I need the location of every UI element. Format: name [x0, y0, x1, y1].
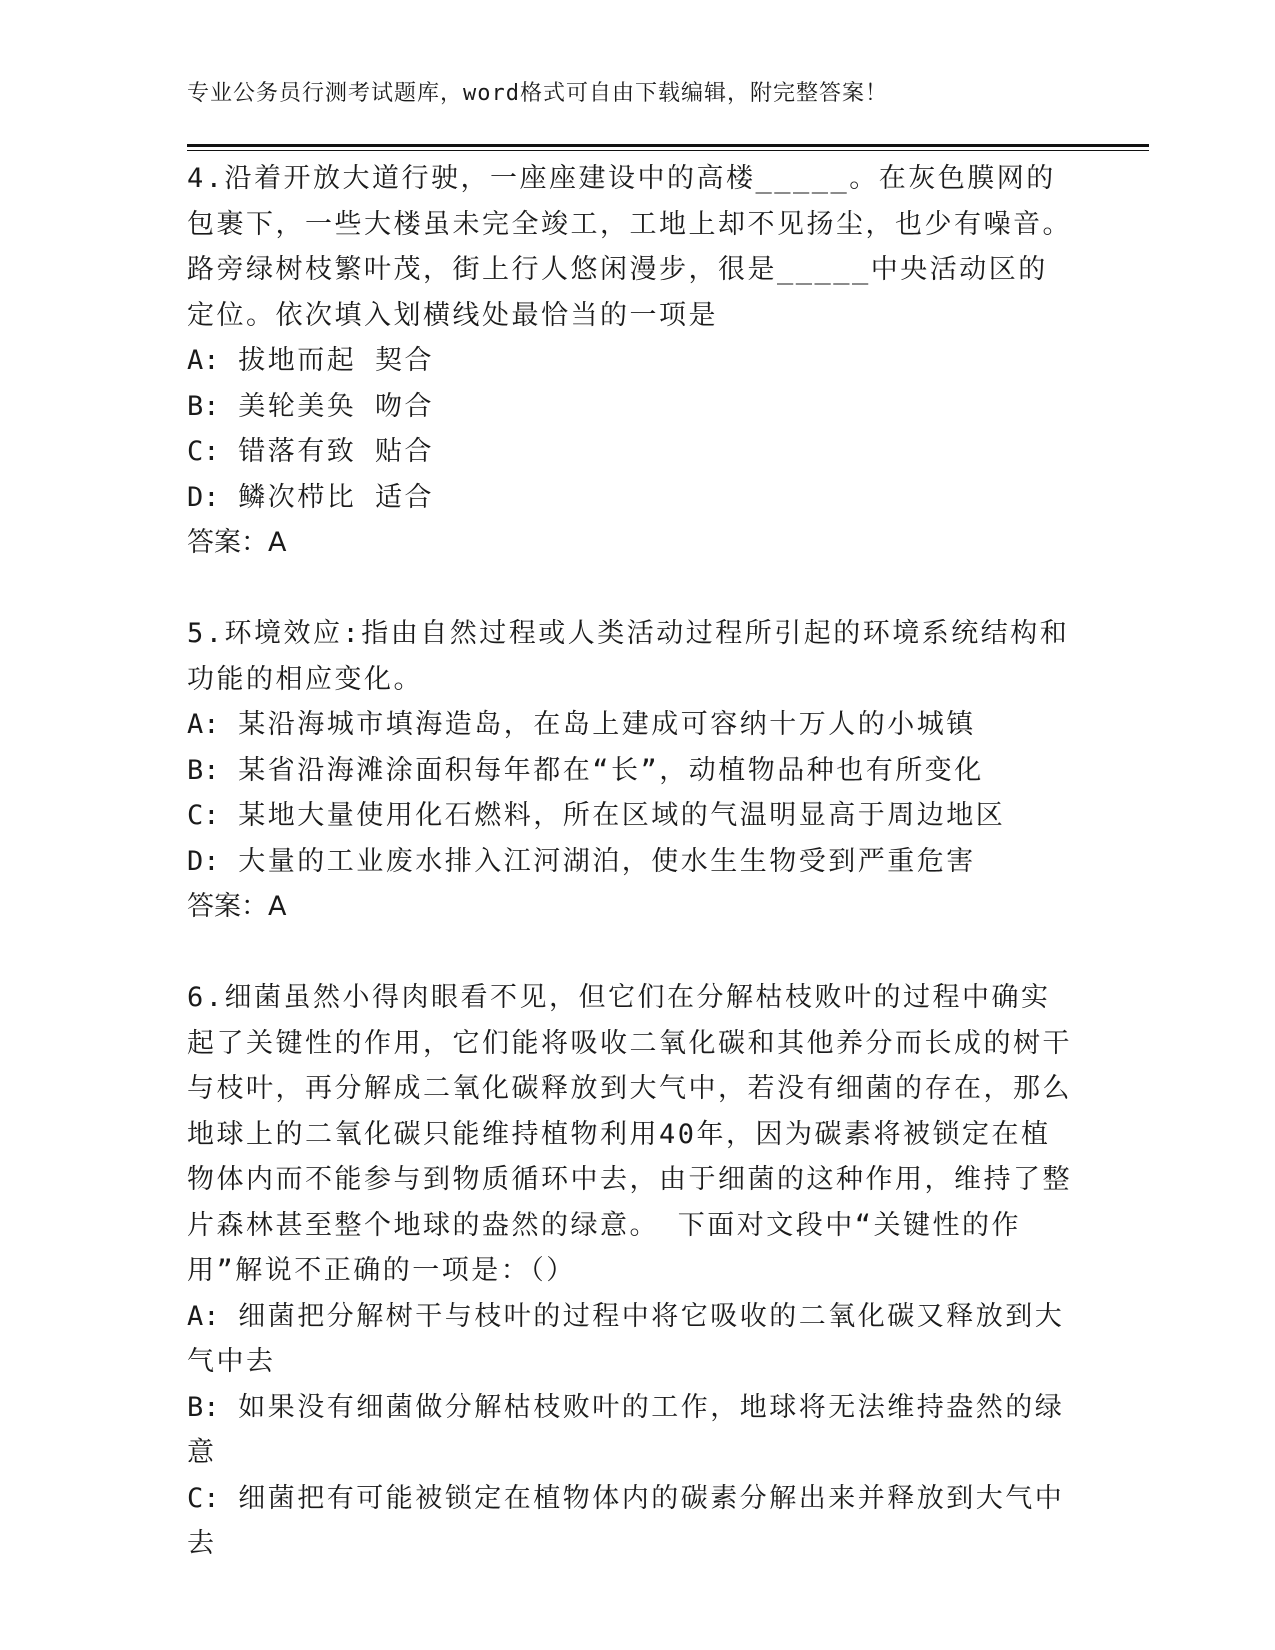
option-c: C: 错落有致 贴合: [187, 436, 435, 467]
question-spacer: [187, 566, 1077, 612]
question-spacer: [187, 930, 1077, 976]
option-a: A: 拔地而起 契合: [187, 345, 435, 376]
header-rule-thin: [187, 150, 1149, 151]
question-5: [187, 611, 1077, 930]
header-rule-thick: [187, 144, 1149, 147]
question-stem: 5.环境效应:指由自然过程或人类活动过程所引起的环境系统结构和功能的相应变化。: [187, 618, 1070, 695]
option-c: C: 细菌把有可能被锁定在植物体内的碳素分解出来并释放到大气中去: [187, 1482, 1065, 1559]
question-4: [187, 156, 1077, 566]
question-6: [187, 975, 1077, 1567]
question-stem: 4.沿着开放大道行驶，一座座建设中的高楼_____。在灰色膜网的包裹下，一些大楼虽未完全竣工，工地上却不见扬尘，也少有噪音。路旁绿树枝繁叶茂，街上行人悠闲漫步，很是_____中央活动区的定位。依次填入划横线处最恰当的一项是: [187, 163, 1072, 331]
answer-label: 答案：A: [187, 891, 287, 922]
question-stem: 6.细菌虽然小得肉眼看不见，但它们在分解枯枝败叶的过程中确实起了关键性的作用，它们能将吸收二氧化碳和其他养分而长成的树干与枝叶，再分解成二氧化碳释放到大气中，若没有细菌的存在，那么地球上的二氧化碳只能维持植物利用40年，因为碳素将被锁定在植物体内而不能参与到物质循环中去，由于细菌的这种作用，维持了整片森林甚至整个地球的盎然的绿意。 下面对文段中“关键性的作用”解说不正确的一项是：（）: [187, 982, 1072, 1286]
option-c: C: 某地大量使用化石燃料，所在区域的气温明显高于周边地区: [187, 800, 1006, 831]
option-d: D: 大量的工业废水排入江河湖泊，使水生生物受到严重危害: [187, 845, 976, 877]
answer-label: 答案：A: [187, 527, 287, 558]
option-a: A: 某沿海城市填海造岛，在岛上建成可容纳十万人的小城镇: [187, 709, 976, 740]
option-a: A: 细菌把分解树干与枝叶的过程中将它吸收的二氧化碳又释放到大气中去: [187, 1300, 1065, 1377]
option-b: B: 美轮美奂 吻合: [187, 390, 435, 422]
option-b: B: 某省沿海滩涂面积每年都在“长”，动植物品种也有所变化: [187, 754, 984, 786]
page-header: 专业公务员行测考试题库，word格式可自由下载编辑，附完整答案！: [187, 81, 888, 106]
option-d: D: 鳞次栉比 适合: [187, 481, 435, 513]
question-list: [187, 156, 1077, 1567]
option-b: B: 如果没有细菌做分解枯枝败叶的工作，地球将无法维持盎然的绿意: [187, 1391, 1065, 1468]
